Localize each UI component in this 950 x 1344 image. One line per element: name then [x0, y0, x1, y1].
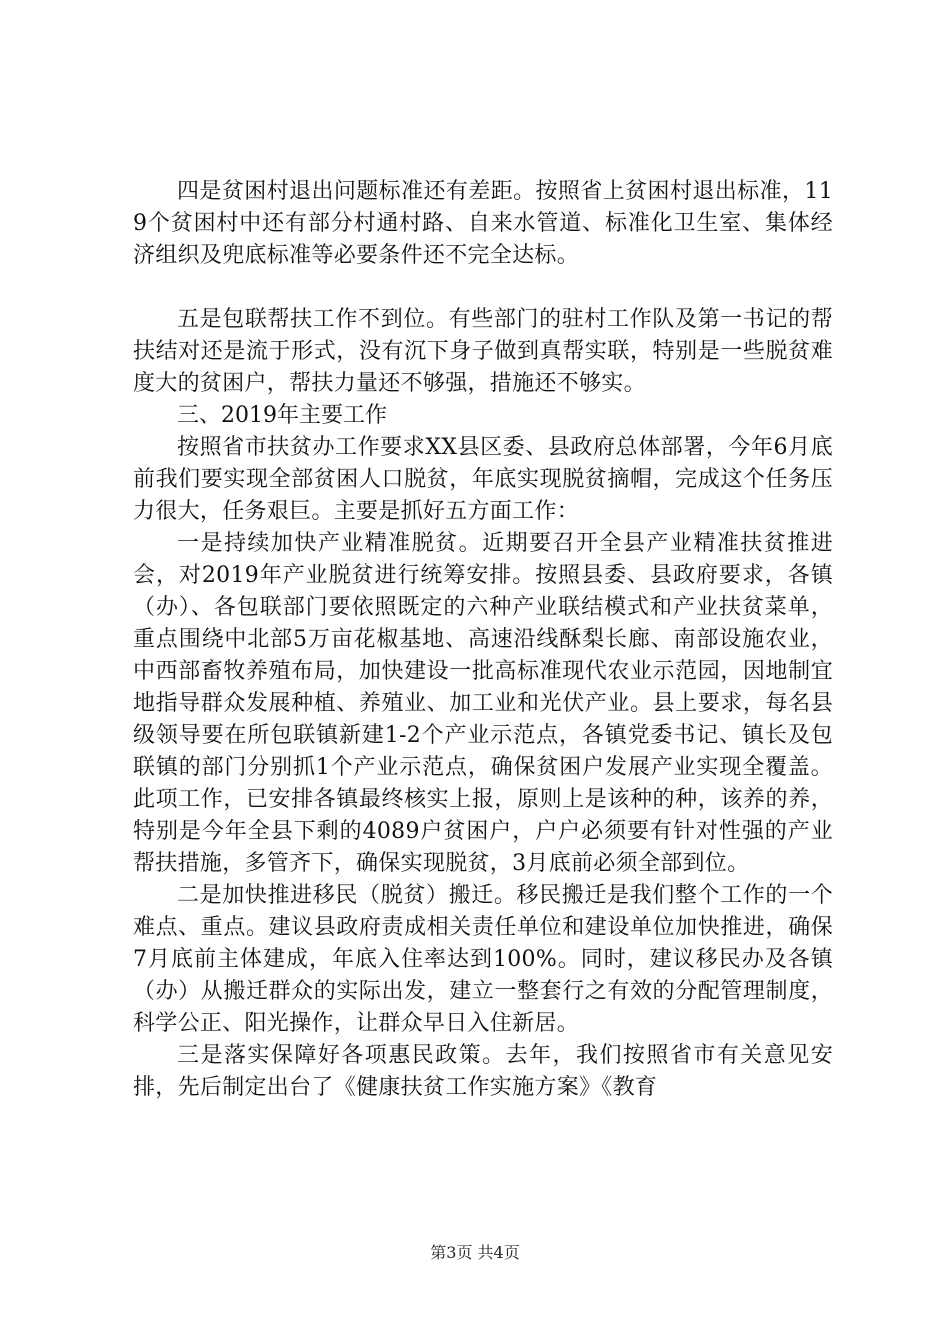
paragraph-policy-guarantee: 三是落实保障好各项惠民政策。去年，我们按照省市有关意见安排，先后制定出台了《健康扶贫工作实施方案》《教育: [133, 1043, 833, 1100]
paragraph-industry-poverty: 一是持续加快产业精准脱贫。近期要召开全县产业精准扶贫推进会，对2019年产业脱贫进行统筹安排。按照县委、县政府要求，各镇（办）、各包联部门要依照既定的六种产业联结模式和产业扶贫菜单，重点围绕中北部5万亩花椒基地、高速沿线酥梨长廊、南部设施农业，中西部畜牧养殖布局，加快建设一批高标准现代农业示范园，因地制宜地指导群众发展种植、养殖业、加工业和光伏产业。县上要求，每名县级领导要在所包联镇新建1-2个产业示范点，各镇党委书记、镇长及包联镇的部门分别抓1个产业示范点，确保贫困户发展产业实现全覆盖。此项工作，已安排各镇最终核实上报，原则上是该种的种，该养的养，特别是今年全县下剩的4089户贫困户，户户必须要有针对性强的产业帮扶措施，多管齐下，确保实现脱贫，3月底前必须全部到位。: [133, 531, 833, 876]
paragraph-overall-deployment: 按照省市扶贫办工作要求XX县区委、县政府总体部署，今年6月底前我们要实现全部贫困人口脱贫，年底实现脱贫摘帽，完成这个任务压力很大，任务艰巨。主要是抓好五方面工作：: [133, 435, 833, 524]
section-heading-2019-work: 三、2019年主要工作: [177, 403, 387, 428]
paragraph-standards-gap: 四是贫困村退出问题标准还有差距。按照省上贫困村退出标准，119个贫困村中还有部分村通村路、自来水管道、标准化卫生室、集体经济组织及兜底标准等必要条件还不完全达标。: [133, 179, 833, 268]
paragraph-relocation: 二是加快推进移民（脱贫）搬迁。移民搬迁是我们整个工作的一个难点、重点。建议县政府责成相关责任单位和建设单位加快推进，确保7月底前主体建成，年底入住率达到100%。同时，建议移民办及各镇（办）从搬迁群众的实际出发，建立一整套行之有效的分配管理制度，科学公正、阳光操作，让群众早日入住新居。: [133, 883, 833, 1036]
page-number-footer: 第3页 共4页: [430, 1243, 520, 1262]
document-body: [133, 176, 833, 1104]
paragraph-assistance-gap: 五是包联帮扶工作不到位。有些部门的驻村工作队及第一书记的帮扶结对还是流于形式，没有沉下身子做到真帮实联，特别是一些脱贫难度大的贫困户，帮扶力量还不够强，措施还不够实。: [133, 307, 833, 396]
